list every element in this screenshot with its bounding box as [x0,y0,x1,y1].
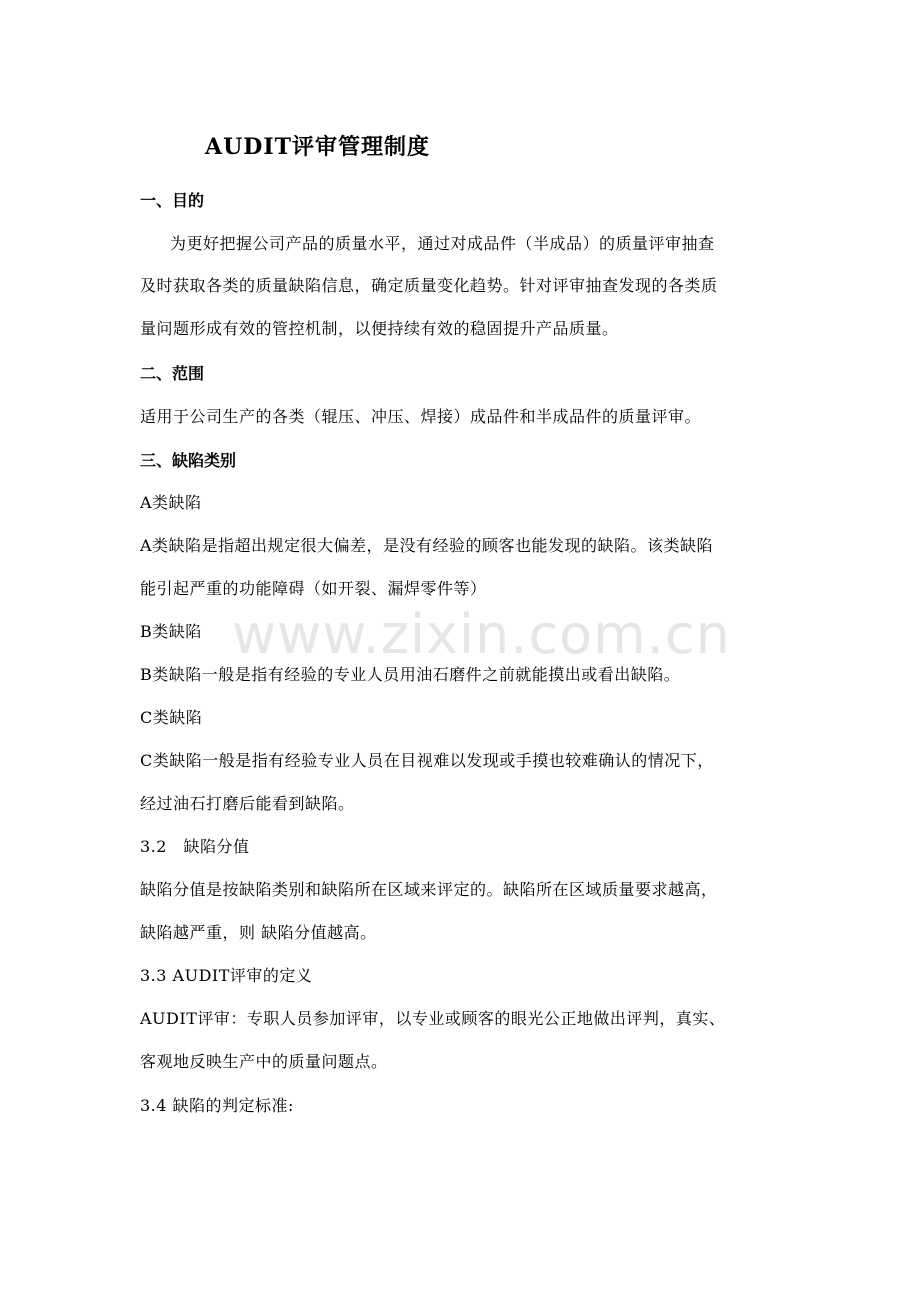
purpose-line-1: 为更好把握公司产品的质量水平，通过对成品件（半成品）的质量评审抽查 [170,234,715,253]
defect-a-line-2: 能引起严重的功能障碍（如开裂、漏焊零件等） [140,579,487,598]
watermark: www.zixin.com.cn [232,603,731,666]
section-heading-purpose: 一、目的 [140,191,205,210]
audit-definition-line-1: AUDIT评审：专职人员参加评审，以专业或顾客的眼光公正地做出评判，真实、 [140,1009,726,1028]
section-heading-scope: 二、范围 [140,364,205,383]
section-heading-defect-category: 三、缺陷类别 [140,451,237,470]
defect-b-line: B类缺陷一般是指有经验的专业人员用油石磨件之前就能摸出或看出缺陷。 [140,665,681,684]
section-heading-3-3: 3.3 AUDIT评审的定义 [140,966,313,985]
defect-c-line-1: C类缺陷一般是指有经验专业人员在目视难以发现或手摸也较难确认的情况下， [140,751,714,770]
defect-score-line-2: 缺陷越严重，则 缺陷分值越高。 [140,923,377,942]
defect-score-line-1: 缺陷分值是按缺陷类别和缺陷所在区域来评定的。缺陷所在区域质量要求越高， [140,880,718,899]
scope-line: 适用于公司生产的各类（辊压、冲压、焊接）成品件和半成品件的质量评审。 [140,407,702,426]
purpose-line-2: 及时获取各类的质量缺陷信息，确定质量变化趋势。针对评审抽查发现的各类质 [140,276,718,295]
defect-a-line-1: A类缺陷是指超出规定很大偏差，是没有经验的顾客也能发现的缺陷。该类缺陷 [140,536,714,555]
document-title: AUDIT评审管理制度 [205,134,430,160]
defect-c-line-2: 经过油石打磨后能看到缺陷。 [140,794,355,813]
defect-a-label: A类缺陷 [140,493,202,512]
defect-b-label: B类缺陷 [140,622,202,641]
section-heading-3-2: 3.2 缺陷分值 [140,837,250,856]
defect-c-label: C类缺陷 [140,708,203,727]
purpose-line-3: 量问题形成有效的管控机制，以便持续有效的稳固提升产品质量。 [140,319,619,338]
section-heading-3-4: 3.4 缺陷的判定标准: [140,1096,294,1115]
audit-definition-line-2: 客观地反映生产中的质量问题点。 [140,1052,388,1071]
